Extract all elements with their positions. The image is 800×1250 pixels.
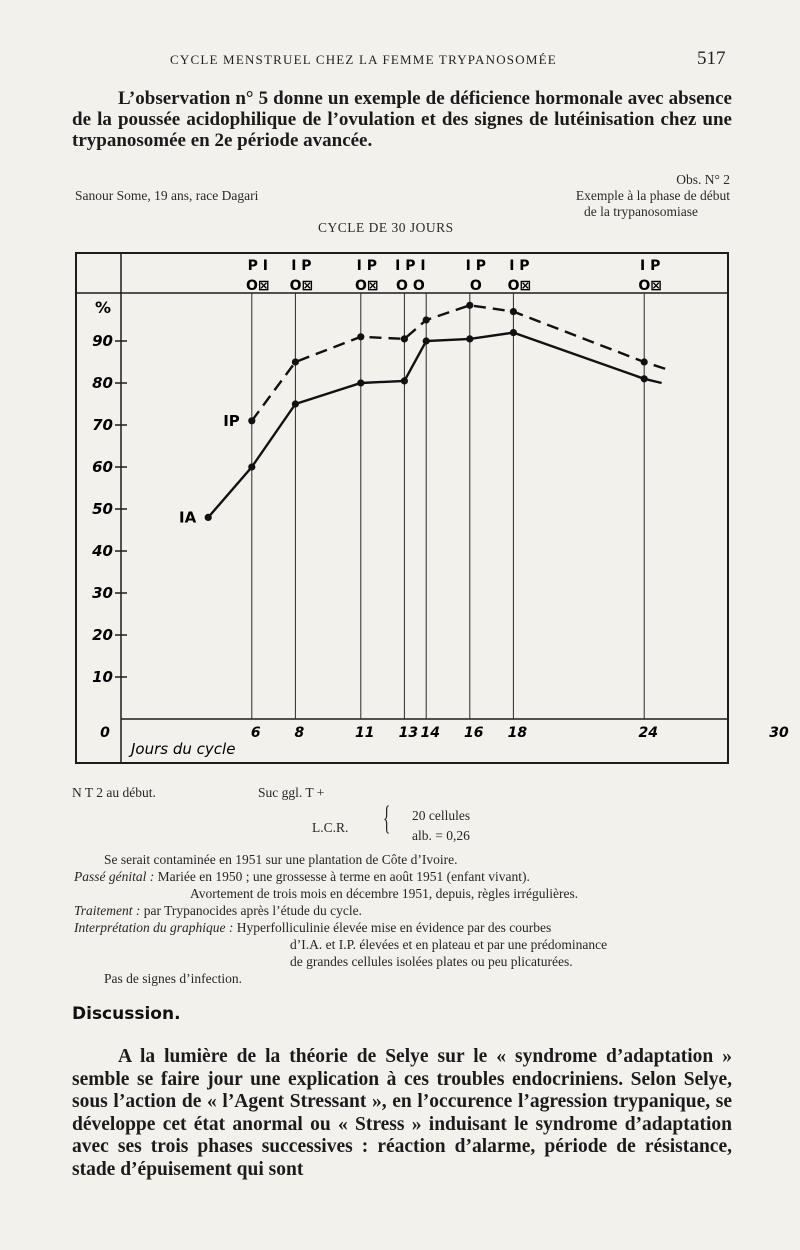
point-IA-11 [357,379,364,386]
point-IA-16 [466,335,473,342]
x-tick-label-16: 16 [464,725,484,741]
passe-genital-text1: Mariée en 1950 ; une grossesse à terme en août 1951 (enfant vivant). [157,869,530,884]
traitement-label: Traitement : [74,903,141,918]
top-label-13: I P I [395,258,426,274]
y-tick-label-40: 40 [92,542,113,560]
interpretation-text3: de grandes cellules isolées plates ou peu plicaturées. [290,954,573,969]
x-axis-label: Jours du cycle [131,740,236,758]
point-IA-24 [641,375,648,382]
chart-title: CYCLE DE 30 JOURS [318,220,454,235]
point-IA-6 [248,463,255,470]
passe-genital-label: Passé génital : [74,869,155,884]
x-tick-label-14: 14 [420,725,440,741]
y-tick-label-10: 10 [92,668,113,686]
top-label-16: I P [465,258,486,274]
top-symbol-24: O⊠ [638,278,663,294]
x-tick-label-24: 24 [638,725,658,741]
running-title: CYCLE MENSTRUEL CHEZ LA FEMME TRYPANOSOMÉE [170,52,557,67]
traitement [74,902,362,919]
x-tick-label-13: 13 [398,725,419,741]
observation-label: Obs. N° 2 [676,172,730,187]
patient-info: Sanour Some, 19 ans, race Dagari [75,188,259,203]
point-IA-8 [292,400,299,407]
point-IP-14 [423,316,430,323]
interpretation-text2: d’I.A. et I.P. élevées et en plateau et par une prédominance [290,937,608,952]
point-IA-4 [205,514,212,521]
note-suc: Suc ggl. T + [258,785,325,800]
y-tick-label-60: 60 [92,458,113,476]
lcr-label: L.C.R. [312,820,349,835]
point-IA-18 [510,329,517,336]
y-tick-label-70: 70 [92,416,113,434]
lcr-brace: { [383,800,391,837]
y-tick-label-20: 20 [92,626,113,644]
y-axis-label: % [95,298,112,317]
interpretation-text1: Hyperfolliculinie élevée mise en évidence par des courbes [236,920,552,935]
y-tick-label-50: 50 [92,500,113,518]
traitement-text: par Trypanocides après l’étude du cycle. [143,903,362,918]
x-tick-label-11: 11 [355,725,375,741]
series-label-IP: IP [223,411,240,430]
x-tick-label-30: 30 [769,725,789,741]
top-symbol-8: O⊠ [289,278,314,294]
note-contamination: Se serait contaminée en 1951 sur une plantation de Côte d’Ivoire. [104,852,458,867]
discussion-paragraph: A la lumière de la théorie de Selye sur le « syndrome d’adaptation » semble se faire jour une explication à ces troubles endocriniens. Selon Selye, sous l’action de « l’Agent Stressant », en l’occurence l’agression trypanique, se développe cet état anormal ou « Stress » induisant le syndrome d’adaptation avec ses trois phases successives : réaction d’alarme, période de résistance, stade d’épuisement qui sont [72,1046,732,1180]
passe-genital-text2: Avortement de trois mois en décembre 1951, depuis, règles irrégulières. [190,886,579,901]
point-IP-24 [641,358,648,365]
lcr-albumin: alb. = 0,26 [412,828,470,843]
x-tick-label-0: 0 [100,725,110,741]
top-symbol-6: O⊠ [245,278,270,294]
discussion-heading: Discussion. [72,1004,181,1024]
y-tick-label-80: 80 [92,374,113,392]
point-IP-18 [510,308,517,315]
observation-example-line1: Exemple à la phase de début [575,188,730,203]
point-IP-6 [248,417,255,424]
series-line-IA [208,333,661,518]
top-label-8: I P [291,258,312,274]
point-IP-16 [466,302,473,309]
discussion-body [72,1046,732,1181]
top-symbol-16: O [469,278,482,294]
chart-marks [91,258,789,741]
point-IP-8 [292,358,299,365]
point-IP-11 [357,333,364,340]
series-line-IP [252,305,671,421]
y-tick-label-30: 30 [92,584,113,602]
top-label-24: I P [640,258,661,274]
point-IP-13 [401,335,408,342]
page-number: 517 [697,48,726,69]
interpretation-label: Interprétation du graphique : [74,920,234,935]
top-label-18: I P [509,258,530,274]
top-label-11: I P [356,258,377,274]
x-tick-label-8: 8 [294,725,305,741]
interpretation [74,919,551,936]
running-header [0,48,800,72]
x-tick-label-6: 6 [250,725,261,741]
intro-text: L’observation n° 5 donne un exemple de déficience hormonale avec absence de la poussée acidophilique de l’ovulation et des signes de lutéinisation chez une trypanosomée en 2e période avancée. [72,88,732,151]
observation-example-line2: de la trypanosomiase [584,204,698,219]
top-symbol-18: O⊠ [507,278,532,294]
top-symbol-11: O⊠ [354,278,379,294]
point-IA-13 [401,377,408,384]
intro-paragraph [72,88,732,151]
series-label-IA: IA [178,508,197,527]
chart-frame [76,253,728,763]
lcr-cells: 20 cellules [412,808,471,823]
note-infection: Pas de signes d’infection. [104,971,242,986]
note-nt: N T 2 au début. [72,785,156,800]
x-tick-label-18: 18 [507,725,528,741]
point-IA-14 [423,337,430,344]
y-tick-label-90: 90 [92,332,113,350]
passe-genital [74,868,530,885]
cycle-chart [75,252,789,764]
cycle-chart-svg [75,252,789,764]
top-symbol-13: O O [396,278,425,294]
top-label-6: P I [247,258,268,274]
